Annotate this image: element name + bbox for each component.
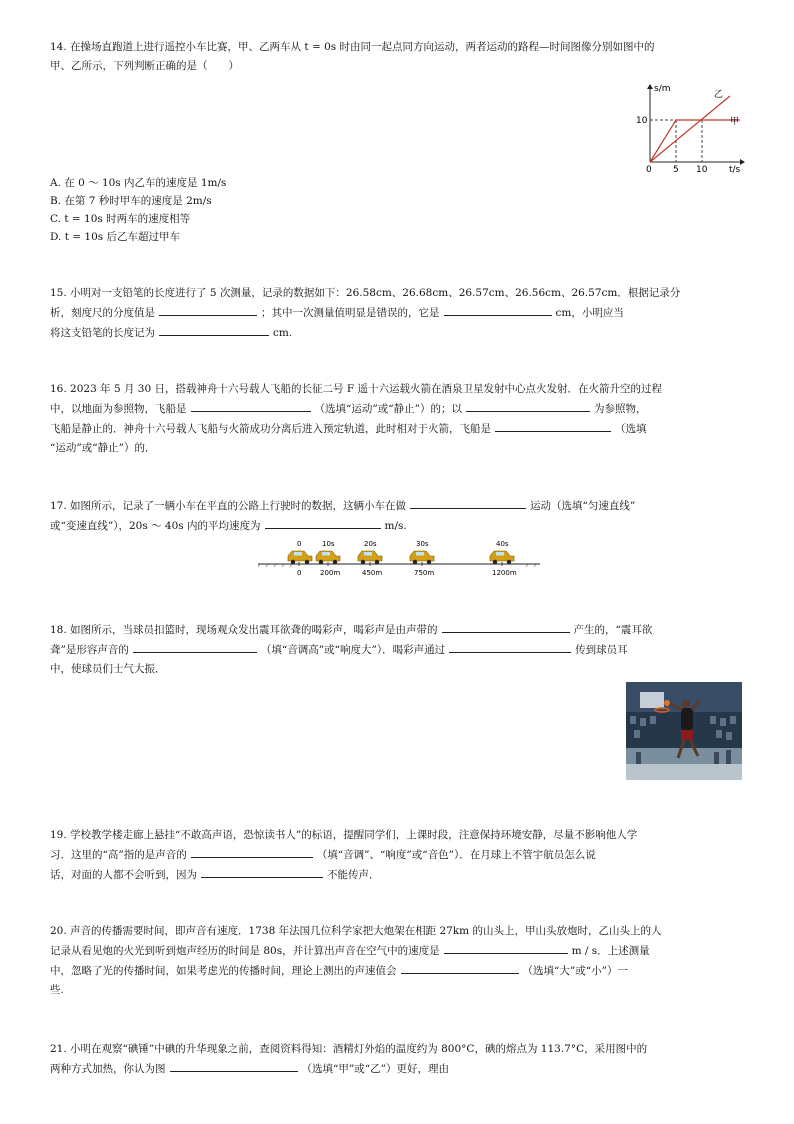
car-t0 <box>288 551 312 564</box>
distance-label: 0 <box>297 569 302 577</box>
option-d[interactable]: D. t = 10s 后乙车超过甲车 <box>50 231 180 243</box>
answer-blank[interactable] <box>466 399 590 412</box>
time-label: 40s <box>496 540 509 548</box>
distance-label: 1200m <box>492 569 517 577</box>
answer-blank[interactable] <box>495 419 611 432</box>
x-tick-5: 5 <box>673 165 679 174</box>
answer-blank[interactable] <box>159 303 257 316</box>
answer-blank[interactable] <box>265 516 381 529</box>
question-16: 16. 2023 年 5 月 30 日，搭载神舟十六号载人飞船的长征二号 F 遥十六运载火箭在酒泉卫星发射中心点火发射．在火箭升空的过程 中，以地面为参照物，飞船是 （选填“运动”或“静止”）的；以 为参照物， 飞船是静止的．神舟十六号载人飞船与火箭成功分离后进入预定轨道，此时相对于火箭，飞船是 （选填 “运动”或“静止”）的． <box>50 383 662 454</box>
answer-blank[interactable] <box>191 845 313 858</box>
answer-blank[interactable] <box>444 941 568 954</box>
y-axis-label: s/m <box>654 84 671 94</box>
answer-blank[interactable] <box>410 496 526 509</box>
answer-blank[interactable] <box>159 323 269 336</box>
question-18: 18. 如图所示，当球员扣篮时，现场观众发出震耳欲聋的喝彩声，喝彩声是由声带的 产生的，“震耳欲 聋”是形容声音的 （填“音调高”或“响度大”）．喝彩声通过 传到球员耳 中，使球员们士气大振． <box>50 620 744 679</box>
question-number: 14. <box>50 41 67 53</box>
answer-blank[interactable] <box>442 620 570 633</box>
question-14 <box>50 38 744 76</box>
question-number: 20. <box>50 925 67 937</box>
y-tick-10: 10 <box>636 116 648 126</box>
answer-blank[interactable] <box>401 961 519 974</box>
question-number: 16. <box>50 383 67 395</box>
question-17: 17. 如图所示，记录了一辆小车在平直的公路上行驶时的数据，这辆小车在做 运动（选填“匀速直线” 或“变速直线”），20s ～ 40s 内的平均速度为 m/s. <box>50 496 744 536</box>
q14-options <box>50 174 744 246</box>
option-c[interactable]: C. t = 10s 时两车的速度相等 <box>50 213 191 225</box>
question-text: 在操场直跑道上进行遥控小车比赛，甲、乙两车从 t = 0s 时由同一起点同方向运动，两者运动的路程—时间图像分别如图中的 <box>70 41 655 53</box>
car-motion-figure <box>258 538 540 580</box>
question-number: 21. <box>50 1043 67 1055</box>
s-t-graph <box>636 82 746 174</box>
basketball-dunk-photo <box>626 682 742 780</box>
answer-blank[interactable] <box>170 1059 298 1072</box>
distance-label: 450m <box>362 569 383 577</box>
question-20: 20. 声音的传播需要时间，即声音有速度．1738 年法国几位科学家把大炮架在相距 27km 的山头上，甲山头放炮时，乙山头上的人 记录从看见炮的火光到听到炮声经历的时间是 80s，并计算出声音在空气中的速度是 m / s．上述测量 中，忽略了光的传播时间，如果考虑光的传播时间，理论上测出的声速值会 （选填“大”或“小”）一 些. <box>50 925 662 996</box>
question-number: 17. <box>50 500 67 512</box>
answer-blank[interactable] <box>444 303 552 316</box>
time-label: 30s <box>416 540 429 548</box>
option-a[interactable]: A. 在 0 ～ 10s 内乙车的速度是 1m/s <box>50 177 227 189</box>
answer-blank[interactable] <box>201 865 323 878</box>
question-15: 15. 小明对一支铅笔的长度进行了 5 次测量，记录的数据如下：26.58cm、26.68cm、26.57cm、26.56cm、26.57cm．根据记录分 析，刻度尺的分度值是 ；其中一次测量值明显是错误的，它是 cm，小明应当 将这支铅笔的长度记为 cm. <box>50 287 681 339</box>
time-label: 10s <box>322 540 335 548</box>
label-jia: 甲 <box>730 117 740 127</box>
question-text: 甲、乙所示，下列判断正确的是（ ） <box>50 60 239 72</box>
answer-blank[interactable] <box>191 399 311 412</box>
label-yi: 乙 <box>714 90 724 100</box>
distance-label: 200m <box>320 569 341 577</box>
x-tick-0: 0 <box>646 165 652 174</box>
question-number: 15. <box>50 287 67 299</box>
answer-blank[interactable] <box>449 640 571 653</box>
time-label: 0 <box>297 540 302 548</box>
question-19: 19. 学校教学楼走廊上悬挂“不敢高声语，恐惊读书人”的标语，提醒同学们，上课时段，注意保持环境安静，尽量不影响他人学 习．这里的“高”指的是声音的 （填“音调”、“响度”或“音色”）．在月球上不管宇航员怎么说 话，对面的人都不会听到，因为 不能传声． <box>50 829 638 881</box>
x-axis-label: t/s <box>729 165 741 174</box>
x-tick-10: 10 <box>696 165 708 174</box>
question-number: 19. <box>50 829 67 841</box>
time-label: 20s <box>364 540 377 548</box>
option-b[interactable]: B. 在第 7 秒时甲车的速度是 2m/s <box>50 195 212 207</box>
distance-label: 750m <box>414 569 435 577</box>
question-number: 18. <box>50 624 67 636</box>
question-21: 21. 小明在观察“碘锤”中碘的升华现象之前，查阅资料得知：酒精灯外焰的温度约为 800°C，碘的熔点为 113.7°C，采用图中的 两种方式加热，你认为图 （选填“甲”或“乙”）更好，理由 <box>50 1043 648 1075</box>
answer-blank[interactable] <box>133 640 257 653</box>
